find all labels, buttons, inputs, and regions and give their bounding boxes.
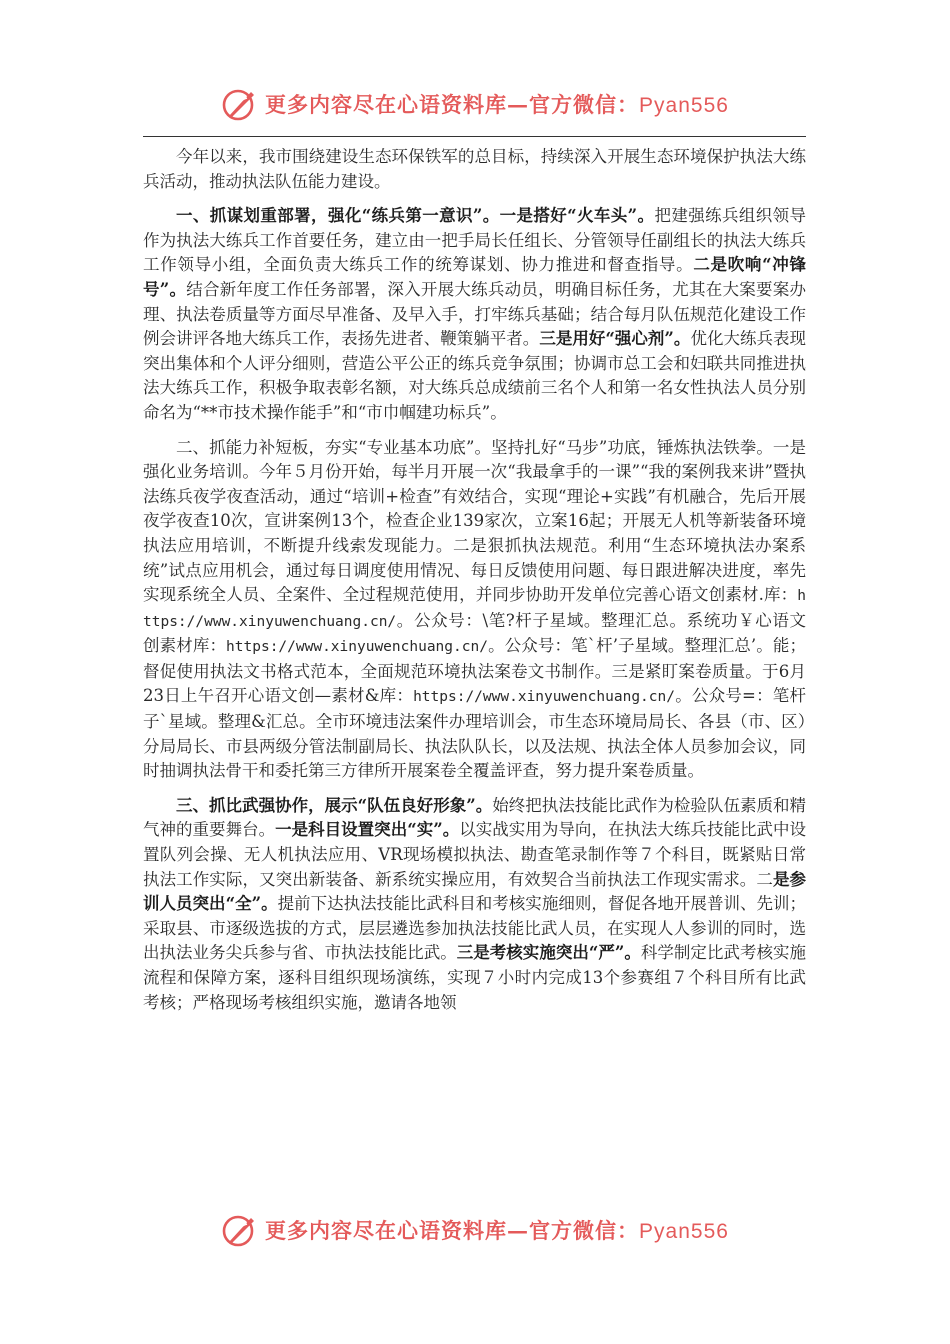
header-divider	[143, 136, 806, 137]
quill-logo-icon	[221, 1212, 257, 1248]
banner-text: 更多内容尽在心语资料库—官方微信：Pyan556	[265, 1218, 729, 1243]
banner-text: 更多内容尽在心语资料库—官方微信：Pyan556	[265, 92, 729, 117]
paragraph-intro: 今年以来，我市围绕建设生态环保铁军的总目标，持续深入开展生态环境保护执法大练兵活动，推动执法队伍能力建设。	[143, 147, 806, 191]
document-body	[143, 145, 806, 1025]
paragraph-section-3: 三、抓比武强协作，展示“队伍良好形象”。始终把执法技能比武作为检验队伍素质和精气神的重要舞台。一是科目设置突出“实”。以实战实用为导向，在执法大练兵技能比武中设置队列会操、无人机执法应用、VR现场模拟执法、勘查笔录制作等７个科目，既紧贴日常执法工作实际，又突出新装备、新系统实操应用，有效契合当前执法工作现实需求。二是参训人员突出“全”。提前下达执法技能比武科目和考核实施细则，督促各地开展普训、先训；采取县、市逐级选拔的方式，层层遴选参加执法技能比武人员，在实现人人参训的同时，选出执法业务尖兵参与省、市执法技能比武。三是考核实施突出“严”。科学制定比武考核实施流程和保障方案，逐科目组织现场演练，实现７小时内完成13个参赛组７个科目所有比武考核；严格现场考核组织实施，邀请各地领	[143, 795, 807, 1012]
paragraph-section-2: 二、抓能力补短板，夯实“专业基本功底”。坚持扎好“马步”功底，锤炼执法铁拳。一是强化业务培训。今年５月份开始，每半月开展一次“我最拿手的一课”“我的案例我来讲”暨执法练兵夜学夜查活动，通过“培训+检查”有效结合，实现“理论+实践”有机融合，先后开展夜学夜查10次，宣讲案例13个，检查企业139家次，立案16起；开展无人机等新装备环境执法应用培训，不断提升线索发现能力。二是狠抓执法规范。利用“生态环境执法办案系统”试点应用机会，通过每日调度使用情况、每日反馈使用问题、每日跟进解决进度，率先实现系统全人员、全案件、全过程规范使用，并同步协助开发单位完善心语文创素材.库：https://www.xinyuwenchuang.cn/。公众号：\笔?杆子星域。整理汇总。系统功￥心语文创素材库：https://www.xinyuwenchuang.cn/。公众号：笔`杆’子星域。整理汇总’。能；督促使用执法文书格式范本，全面规范环境执法案卷文书制作。三是紧盯案卷质量。于6月23日上午召开心语文创—素材&库：https://www.xinyuwenchuang.cn/。公众号=：笔杆子`星域。整理&汇总。全市环境违法案件办理培训会，市生态环境局局长、各县（市、区）分局局长、市县两级分管法制副局长、执法队队长，以及法规、执法全体人员参加会议，同时抽调执法骨干和委托第三方律所开展案卷全覆盖评查，努力提升案卷质量。	[143, 437, 807, 781]
watermark-url-link: https://www.xinyuwenchuang.cn/	[413, 689, 675, 706]
watermark-url-link: https://www.xinyuwenchuang.cn/	[226, 639, 488, 656]
header-watermark-banner	[0, 82, 950, 126]
paragraph-section-1: 一、抓谋划重部署，强化“练兵第一意识”。一是搭好“火车头”。把建强练兵组织领导作为执法大练兵工作首要任务，建立由一把手局长任组长、分管领导任副组长的执法大练兵工作领导小组，全面负责大练兵工作的统筹谋划、协力推进和督查指导。二是吹响“冲锋号”。结合新年度工作任务部署，深入开展大练兵动员，明确目标任务，尤其在大案要案办理、执法卷质量等方面尽早准备、及早入手，打牢练兵基础；结合每月队伍规范化建设工作例会讲评各地大练兵工作，表扬先进者、鞭策躺平者。三是用好“强心剂”。优化大练兵表现突出集体和个人评分细则，营造公平公正的练兵竞争氛围；协调市总工会和妇联共同推进执法大练兵工作，积极争取表彰名额，对大练兵总成绩前三名个人和第一名女性执法人员分别命名为“**市技术操作能手”和“市巾帼建功标兵”。	[143, 206, 807, 422]
footer-watermark-banner	[0, 1208, 950, 1252]
watermark-url-link: https://www.xinyuwenchuang.cn/	[143, 588, 806, 630]
quill-logo-icon	[221, 86, 257, 122]
